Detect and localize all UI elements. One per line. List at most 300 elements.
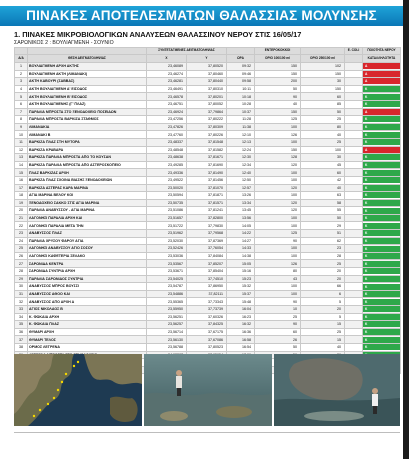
cell-quality <box>363 290 401 298</box>
cell-location: ΘΥΜΑΡΙ ΤΕΛΟΣ <box>28 336 147 344</box>
quality-bad-badge: Α <box>363 147 400 153</box>
quality-ok-badge: Κ <box>363 344 400 350</box>
quality-ok-badge: Κ <box>363 306 400 312</box>
table-row <box>15 313 401 321</box>
cell-time: 13:34 <box>227 199 255 207</box>
cell-enterococci: 100 <box>255 290 301 298</box>
cell-no: 3 <box>15 78 28 86</box>
cell-lat: 23,47256 <box>147 116 187 124</box>
cell-ecoli: 25 <box>301 260 345 268</box>
header-coordinates: ΣΥΝΤΕΤΑΓΜΕΝΕΣ ΔΕΙΓΜΑΤΟΛΗΨΙΑΣ <box>147 48 227 55</box>
cell-ecoli: 6 <box>301 290 345 298</box>
cell-no: 34 <box>15 313 28 321</box>
cell-spacer <box>345 78 363 86</box>
header-ecoli: E. COLI <box>345 48 363 55</box>
cell-time: 12:57 <box>227 184 255 192</box>
cell-spacer <box>345 298 363 306</box>
cell-location: ΒΑΡΚΙΖΑ ΚΡΑΒΑΡΑ <box>28 146 147 154</box>
cell-time: 13:56 <box>227 214 255 222</box>
cell-location: ΛΙΜΑΝΑΚΙΑ <box>28 123 147 131</box>
cell-ecoli: 150 <box>301 70 345 78</box>
cell-ecoli: 29 <box>301 222 345 230</box>
cell-quality <box>363 154 401 162</box>
cell-time: 10:18 <box>227 93 255 101</box>
wading-image <box>144 354 272 426</box>
header-time: ΩΡΑ <box>227 55 255 63</box>
cell-no: 10 <box>15 131 28 139</box>
cell-no: 14 <box>15 161 28 169</box>
cell-location: ΑΝΑΒΥΣΣΟΣ ΑΘΟΟ ΚΑΙ <box>28 290 147 298</box>
cell-lat: 23,51962 <box>147 230 187 238</box>
cell-enterococci: 10 <box>255 306 301 314</box>
cell-lat: 23,49285 <box>147 161 187 169</box>
cell-lon: 37,80310 <box>187 85 227 93</box>
cell-location: ΠΑΡΑΛΙΑ ΣΑΡΩΝΙΔΟΣ ΣΥΝΤΡΙΑ <box>28 275 147 283</box>
cell-lon: 37,81548 <box>187 138 227 146</box>
cell-enterococci: 90 <box>255 237 301 245</box>
quality-ok-badge: Κ <box>363 238 400 244</box>
cell-no: 2 <box>15 70 28 78</box>
cell-location: ΠΛΑΖ ΒΑΡΚΙΖΑΣ ΑΡΧΗ <box>28 169 147 177</box>
cell-ecoli: 15 <box>301 321 345 329</box>
quality-ok-badge: Κ <box>363 321 400 327</box>
cell-lon: 37,81456 <box>187 176 227 184</box>
cell-quality <box>363 252 401 260</box>
cell-location: ΑΝΑΒΥΣΣΟΣ ΠΛΑΖ <box>28 230 147 238</box>
cell-lat: 23,51657 <box>147 214 187 222</box>
cell-lat: 23,55950 <box>147 306 187 314</box>
cell-quality <box>363 93 401 101</box>
cell-lat: 23,53671 <box>147 268 187 276</box>
cell-lon: 37,67175 <box>187 328 227 336</box>
cell-spacer <box>345 313 363 321</box>
cell-time: 16:32 <box>227 321 255 329</box>
cell-no: 37 <box>15 336 28 344</box>
map-image <box>14 354 142 426</box>
cell-no: 28 <box>15 268 28 276</box>
cell-time: 12:34 <box>227 161 255 169</box>
cell-ecoli: 150 <box>301 85 345 93</box>
table-row <box>15 70 401 78</box>
cell-lat: 23,50020 <box>147 184 187 192</box>
cell-lon: 37,84325 <box>187 321 227 329</box>
cell-enterococci: 128 <box>255 154 301 162</box>
cell-time: 15:48 <box>227 298 255 306</box>
cell-ecoli: 28 <box>301 252 345 260</box>
cell-quality <box>363 184 401 192</box>
cell-lat: 23,46089 <box>147 63 187 71</box>
cell-no: 32 <box>15 298 28 306</box>
cell-time: 14:05 <box>227 222 255 230</box>
table-row <box>15 245 401 253</box>
cell-enterococci: 40 <box>255 100 301 108</box>
cell-time: 12:30 <box>227 154 255 162</box>
cell-ecoli: 40 <box>301 343 345 351</box>
quality-ok-badge: Κ <box>363 284 400 290</box>
cell-no: 5 <box>15 93 28 101</box>
cell-ecoli: 45 <box>301 161 345 169</box>
table-row <box>15 169 401 177</box>
cell-enterococci: 90 <box>255 298 301 306</box>
header-blank-2 <box>28 48 147 55</box>
cell-quality <box>363 138 401 146</box>
quality-bad-badge: Α <box>363 78 400 84</box>
cell-lon: 37,60326 <box>187 313 227 321</box>
cell-lat: 23,56130 <box>147 336 187 344</box>
cell-quality <box>363 199 401 207</box>
cell-lat: 23,53036 <box>147 252 187 260</box>
cell-ecoli: 40 <box>301 131 345 139</box>
cell-spacer <box>345 63 363 71</box>
cell-ecoli: 62 <box>301 237 345 245</box>
cell-quality <box>363 275 401 283</box>
cell-lon: 37,81571 <box>187 199 227 207</box>
cell-lon: 37,73739 <box>187 306 227 314</box>
cell-time: 12:10 <box>227 131 255 139</box>
cell-quality <box>363 306 401 314</box>
cell-quality <box>363 70 401 78</box>
cell-spacer <box>345 207 363 215</box>
header-empty <box>345 55 363 63</box>
cell-lon: 37,79864 <box>187 108 227 116</box>
cell-location: Κ. ΦΩΚΑΙΑ ΑΡΧΗ <box>28 313 147 321</box>
cell-quality <box>363 131 401 139</box>
cell-time: 12:50 <box>227 176 255 184</box>
cell-lat: 23,51086 <box>147 207 187 215</box>
cell-location: ΘΥΜΑΡΙ ΑΡΧΗ <box>28 328 147 336</box>
table-row <box>15 176 401 184</box>
table-row <box>15 306 401 314</box>
quality-ok-badge: Κ <box>363 329 400 335</box>
table-row <box>15 78 401 86</box>
table-row <box>15 290 401 298</box>
cell-no: 31 <box>15 290 28 298</box>
quality-ok-badge: Κ <box>363 124 400 130</box>
quality-ok-badge: Κ <box>363 230 400 236</box>
quality-ok-badge: Κ <box>363 223 400 229</box>
cell-enterococci: 100 <box>255 123 301 131</box>
cell-lat: 23,46924 <box>147 108 187 116</box>
quality-ok-badge: Κ <box>363 246 400 252</box>
cell-time: 09:46 <box>227 70 255 78</box>
cell-location: ΛΑΓΟΝΗΣΙ ΠΑΡΑΛΙΑ ΜΕΤΑ ΤΗΝ <box>28 222 147 230</box>
cell-spacer <box>345 176 363 184</box>
table-row <box>15 343 401 351</box>
cell-time: 14:38 <box>227 252 255 260</box>
cell-enterococci: 100 <box>255 283 301 291</box>
cell-ecoli: 30 <box>301 78 345 86</box>
cell-quality <box>363 169 401 177</box>
cell-enterococci: 100 <box>255 176 301 184</box>
cell-no: 26 <box>15 252 28 260</box>
cell-lon: 37,82111 <box>187 290 227 298</box>
cell-no: 8 <box>15 116 28 124</box>
cell-time: 13:45 <box>227 207 255 215</box>
cell-location: ΞΕΝΟΔΟΧΕΙΟ ΣΑΚΚΟ ΣΤΙΣ ΑΓΙΑ ΜΑΡΙΝΑ <box>28 199 147 207</box>
cell-location: Κ. ΦΩΚΑΙΑ ΠΛΑΖ <box>28 321 147 329</box>
table-row <box>15 199 401 207</box>
cell-quality <box>363 268 401 276</box>
cell-ecoli: 42 <box>301 176 345 184</box>
quality-ok-badge: Κ <box>363 192 400 198</box>
cell-time: 09:32 <box>227 63 255 71</box>
cell-lat: 23,54025 <box>147 275 187 283</box>
quality-ok-badge: Κ <box>363 200 400 206</box>
table-row <box>15 328 401 336</box>
cell-spacer <box>345 260 363 268</box>
cell-location: ΣΑΡΩΝΙΔΑ ΚΕΝΤΡΑ <box>28 260 147 268</box>
cell-lat: 23,47826 <box>147 123 187 131</box>
cell-location: ΑΝΑΒΥΣΣΟΣ ΑΠΟ ΑΡΧΗ Α <box>28 298 147 306</box>
cell-enterococci: 120 <box>255 199 301 207</box>
cell-time: 14:33 <box>227 245 255 253</box>
cell-time: 16:54 <box>227 343 255 351</box>
cell-lat: 23,49336 <box>147 169 187 177</box>
cell-lon: 37,80226 <box>187 131 227 139</box>
quality-bad-badge: Α <box>363 63 400 69</box>
cell-spacer <box>345 131 363 139</box>
cell-lon: 37,81490 <box>187 169 227 177</box>
cell-lon: 37,84084 <box>187 252 227 260</box>
cell-no: 7 <box>15 108 28 116</box>
cell-quality <box>363 328 401 336</box>
cell-lat: 23,48638 <box>147 154 187 162</box>
header-name: ΘΕΣΗ ΔΕΙΓΜΑΤΟΛΗΨΙΑΣ <box>28 55 147 63</box>
cell-time: 14:27 <box>227 237 255 245</box>
cell-spacer <box>345 199 363 207</box>
table-row <box>15 116 401 124</box>
cell-no: 30 <box>15 283 28 291</box>
cell-enterococci: 200 <box>255 78 301 86</box>
cell-ecoli: 51 <box>301 230 345 238</box>
quality-ok-badge: Κ <box>363 185 400 191</box>
cell-spacer <box>345 283 363 291</box>
cell-location: ΠΑΡΑΛΙΑ ΧΡΥΣΟΥ ΦΑΡΟΥ ΑΓΙΑ <box>28 237 147 245</box>
cell-quality <box>363 343 401 351</box>
table-row <box>15 100 401 108</box>
cell-lat: 23,47760 <box>147 131 187 139</box>
cell-quality <box>363 78 401 86</box>
cell-no: 17 <box>15 184 28 192</box>
document-subtitle: ΣΑΡΩΝΙΚΟΣ 2 : ΒΟΥΛΙΑΓΜΕΝΗ - ΣΟΥΝΙΟ <box>14 40 114 46</box>
header-blank-1 <box>15 48 28 55</box>
quality-ok-badge: Κ <box>363 291 400 297</box>
cell-lat: 23,50735 <box>147 199 187 207</box>
cell-no: 11 <box>15 138 28 146</box>
table-row <box>15 275 401 283</box>
cell-lon: 37,80201 <box>187 93 227 101</box>
cell-ecoli: 60 <box>301 169 345 177</box>
cell-location: ΒΑΡΚΙΖΑ ΠΛΑΖ ΣΤΗ ΜΥΤΟΡΑ <box>28 138 147 146</box>
cell-lon: 37,80222 <box>187 116 227 124</box>
cell-ecoli: 63 <box>301 192 345 200</box>
cell-location: ΒΑΡΚΙΖΑ ΠΛΑΖ ΣΧΟΙΝΑ ΒΙΑΣΗΣ ΞΕΝΟΔΟΧΕΙΩΝ <box>28 176 147 184</box>
cell-quality <box>363 222 401 230</box>
cell-spacer <box>345 222 363 230</box>
cell-spacer <box>345 230 363 238</box>
quality-ok-badge: Κ <box>363 94 400 100</box>
cell-time: 10:11 <box>227 85 255 93</box>
cell-spacer <box>345 123 363 131</box>
cell-no: 35 <box>15 321 28 329</box>
cell-location: ΒΑΡΚΙΖΑ ΠΑΡΑΛΙΑ ΜΠΡΟΣΤΑ ΑΠΟ ΑΣΤΕΡΟΣΚΟΠΕΙΟ <box>28 161 147 169</box>
cell-no: 15 <box>15 169 28 177</box>
cell-spacer <box>345 306 363 314</box>
cell-no: 27 <box>15 260 28 268</box>
cell-lat: 23,55365 <box>147 298 187 306</box>
cell-spacer <box>345 138 363 146</box>
cell-lon: 37,87369 <box>187 237 227 245</box>
cell-quality <box>363 176 401 184</box>
cell-quality <box>363 146 401 154</box>
cell-quality <box>363 161 401 169</box>
quality-ok-badge: Κ <box>363 86 400 92</box>
cell-lon: 37,81671 <box>187 154 227 162</box>
cell-lon: 37,80460 <box>187 70 227 78</box>
cell-quality <box>363 108 401 116</box>
cell-lon: 37,86950 <box>187 283 227 291</box>
cell-spacer <box>345 192 363 200</box>
cell-quality <box>363 298 401 306</box>
quality-ok-badge: Κ <box>363 314 400 320</box>
cell-time: 16:04 <box>227 306 255 314</box>
cell-lat: 23,56257 <box>147 321 187 329</box>
cell-spacer <box>345 290 363 298</box>
cell-time: 15:05 <box>227 260 255 268</box>
header-ent-limit: ΟΡΙΟ 100/100 ml <box>255 55 301 63</box>
cell-no: 19 <box>15 199 28 207</box>
cell-enterococci: 150 <box>255 108 301 116</box>
cell-no: 6 <box>15 100 28 108</box>
cell-enterococci: 100 <box>255 214 301 222</box>
cell-ecoli: 5 <box>301 313 345 321</box>
cell-no: 38 <box>15 343 28 351</box>
cell-spacer <box>345 93 363 101</box>
table-row <box>15 336 401 344</box>
cell-lat: 23,52426 <box>147 245 187 253</box>
cell-location: ΑΚΤΗ ΚΑΒΟΥΡΙ (ΣΑΒΒΑΣ) <box>28 78 147 86</box>
quality-ok-badge: Κ <box>363 215 400 221</box>
cell-spacer <box>345 169 363 177</box>
cell-location: ΠΑΡΑΛΙΑ ΑΝΑΒΥΣΣΟΥ - ΑΓΙΑ ΜΑΡΙΝΑ <box>28 207 147 215</box>
cell-time: 11:38 <box>227 123 255 131</box>
cell-enterococci: 120 <box>255 207 301 215</box>
cell-enterococci: 43 <box>255 275 301 283</box>
cell-quality <box>363 85 401 93</box>
cell-ecoli: 15 <box>301 336 345 344</box>
cell-lon: 37,73343 <box>187 298 227 306</box>
table-row <box>15 192 401 200</box>
table-header-groups <box>15 48 401 55</box>
cell-quality <box>363 192 401 200</box>
cell-quality <box>363 214 401 222</box>
cell-lat: 23,51722 <box>147 222 187 230</box>
cell-spacer <box>345 70 363 78</box>
table-row <box>15 131 401 139</box>
cell-enterococci: 50 <box>255 85 301 93</box>
cell-location: ΑΚΤΗ ΒΟΥΛΙΑΓΜΕΝΗ Α' ΕΙΣΟΔΟΣ <box>28 85 147 93</box>
footer-divider <box>14 432 400 433</box>
cell-quality <box>363 230 401 238</box>
cell-location: ΛΑΓΟΝΗΣΙ ΑΝΑΒΥΣΣΟΥ ΑΓΙΟ ΣΟΣΟΥ <box>28 245 147 253</box>
cell-no: 20 <box>15 207 28 215</box>
quality-ok-badge: Κ <box>363 253 400 259</box>
header-enterococci: ΕΝΤΕΡΟΚΟΚΚΟΙ <box>255 48 301 55</box>
header-blank-4 <box>301 48 345 55</box>
cell-time: 13:26 <box>227 192 255 200</box>
cell-enterococci: 60 <box>255 328 301 336</box>
cell-lon: 37,80440 <box>187 78 227 86</box>
cell-no: 18 <box>15 192 28 200</box>
cell-time: 14:22 <box>227 230 255 238</box>
cell-no: 4 <box>15 85 28 93</box>
map-photo <box>14 354 142 426</box>
cell-quality <box>363 245 401 253</box>
cell-spacer <box>345 328 363 336</box>
cell-spacer <box>345 237 363 245</box>
header-lon: Y <box>187 55 227 63</box>
cell-spacer <box>345 161 363 169</box>
cell-quality <box>363 321 401 329</box>
quality-ok-badge: Κ <box>363 208 400 214</box>
cell-enterococci: 125 <box>255 230 301 238</box>
sampling-photo-wading <box>144 354 272 426</box>
cell-no: 24 <box>15 237 28 245</box>
cell-enterococci: 150 <box>255 63 301 71</box>
cell-ecoli: 55 <box>301 207 345 215</box>
results-body <box>15 63 401 374</box>
cell-no: 13 <box>15 154 28 162</box>
cell-lon: 37,80520 <box>187 63 227 71</box>
table-row <box>15 214 401 222</box>
quality-ok-badge: Κ <box>363 116 400 122</box>
cell-enterococci: 150 <box>255 70 301 78</box>
header-no: Α/Α <box>15 55 28 63</box>
cell-quality <box>363 123 401 131</box>
cell-lat: 23,50594 <box>147 192 187 200</box>
cell-lon: 37,80309 <box>187 123 227 131</box>
cell-lon: 37,81871 <box>187 192 227 200</box>
cell-no: 22 <box>15 222 28 230</box>
cell-lon: 37,67086 <box>187 336 227 344</box>
cell-ecoli: 60 <box>301 93 345 101</box>
cell-time: 15:16 <box>227 268 255 276</box>
cell-ecoli: 5 <box>301 298 345 306</box>
cell-quality <box>363 100 401 108</box>
cell-ecoli: 23 <box>301 245 345 253</box>
cell-quality <box>363 63 401 71</box>
cell-enterococci: 50 <box>255 343 301 351</box>
cell-lon: 37,81582 <box>187 146 227 154</box>
cell-spacer <box>345 116 363 124</box>
cell-spacer <box>345 154 363 162</box>
cell-spacer <box>345 275 363 283</box>
cell-no: 25 <box>15 245 28 253</box>
cell-lat: 23,54787 <box>147 283 187 291</box>
cell-lat: 23,46751 <box>147 100 187 108</box>
table-row <box>15 154 401 162</box>
header-quality-label: ΚΑΤΑΛΛΗΛΟΤΗΤΑ <box>363 55 401 63</box>
quality-bad-badge: Α <box>363 109 400 115</box>
cell-location: ΟΡΜΟΣ ΛΕΓΡΕΝΑ <box>28 343 147 351</box>
cell-lon: 37,81070 <box>187 184 227 192</box>
table-row <box>15 93 401 101</box>
cell-quality <box>363 116 401 124</box>
cell-ecoli: 30 <box>301 154 345 162</box>
sampling-photo-rock <box>274 354 400 426</box>
cell-time: 10:28 <box>227 100 255 108</box>
cell-location: ΒΑΡΚΙΖΑ ΑΣΤΕΡΑΣ ΚΑΡΑ ΜΑΡΙΝΑ <box>28 184 147 192</box>
